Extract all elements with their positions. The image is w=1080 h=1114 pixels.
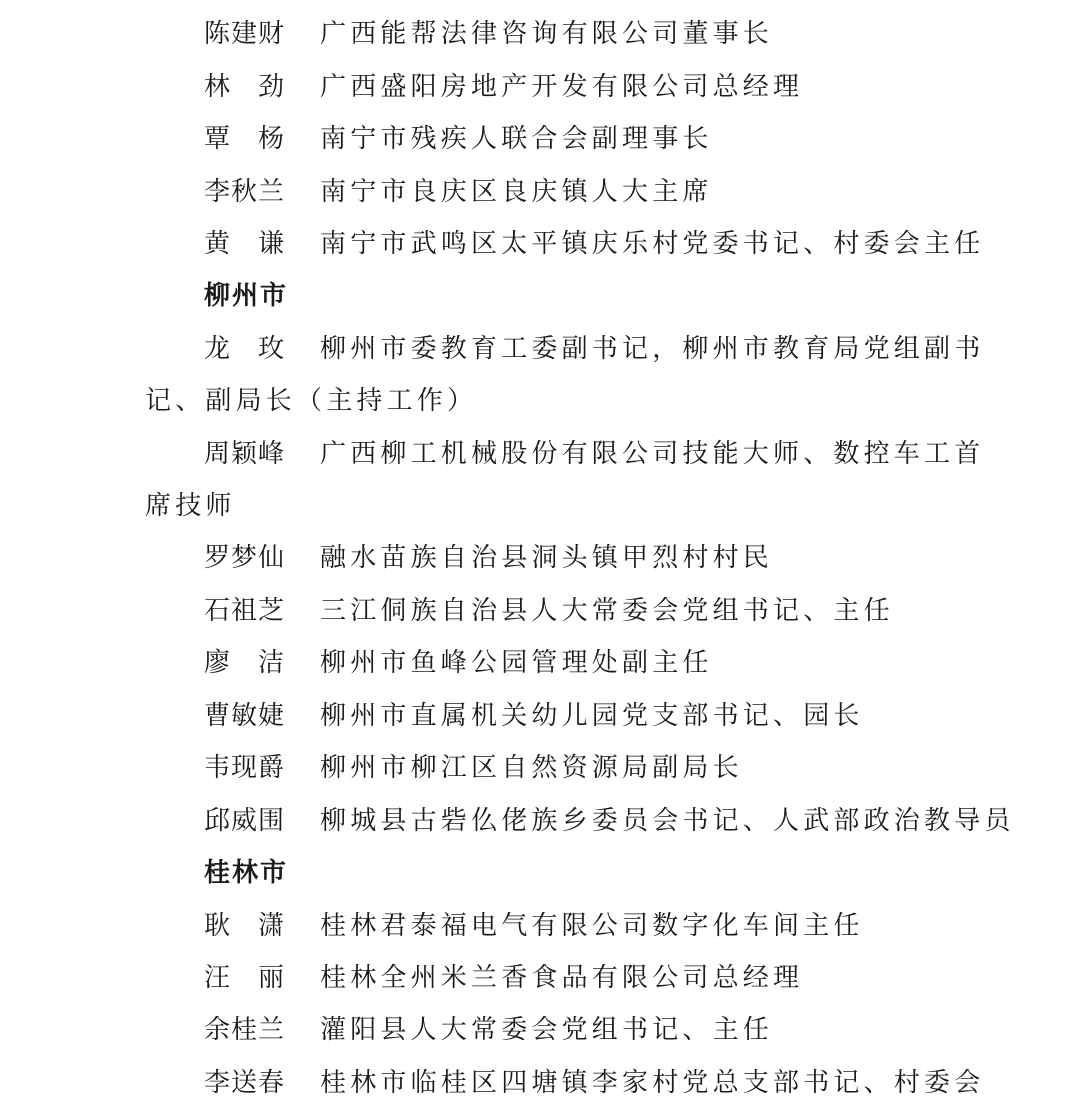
- person-title: 柳州市直属机关幼儿园党支部书记、园长: [320, 701, 864, 731]
- person-title-continued: 记、副局长（主持工作）: [145, 386, 478, 416]
- list-item: [0, 428, 1080, 480]
- person-name: 邱威围: [204, 806, 286, 836]
- section-heading: [0, 270, 1080, 322]
- person-title: 广西柳工机械股份有限公司技能大师、数控车工首: [320, 439, 985, 469]
- person-title: 柳州市鱼峰公园管理处副主任: [320, 648, 713, 678]
- person-name: 林 劲: [204, 72, 286, 102]
- person-name: 覃 杨: [204, 124, 286, 154]
- list-item: [0, 113, 1080, 165]
- list-item-continuation: [0, 480, 1080, 532]
- person-name: 耿 潇: [204, 911, 286, 941]
- person-name: 廖 洁: [204, 648, 286, 678]
- list-item: [0, 742, 1080, 794]
- person-title: 融水苗族自治县洞头镇甲烈村村民: [320, 543, 774, 573]
- person-title-continued: 席技师: [145, 491, 236, 521]
- person-title: 南宁市良庆区良庆镇人大主席: [320, 177, 713, 207]
- person-title: 桂林君泰福电气有限公司数字化车间主任: [320, 911, 864, 941]
- person-title: 柳州市柳江区自然资源局副局长: [320, 753, 743, 783]
- list-item: [0, 61, 1080, 113]
- person-name: 李秋兰: [204, 177, 286, 207]
- list-item: [0, 637, 1080, 689]
- list-item: [0, 218, 1080, 270]
- person-title: 广西能帮法律咨询有限公司董事长: [320, 19, 774, 49]
- list-item: [0, 585, 1080, 637]
- section-heading: [0, 847, 1080, 899]
- list-item: [0, 8, 1080, 60]
- person-name: 石祖芝: [204, 596, 286, 626]
- list-item: [0, 166, 1080, 218]
- person-name: 李送春: [204, 1068, 286, 1098]
- list-item: [0, 323, 1080, 375]
- list-item: [0, 900, 1080, 952]
- person-title: 灌阳县人大常委会党组书记、主任: [320, 1015, 774, 1045]
- city-heading: 桂林市: [204, 858, 289, 888]
- person-title: 广西盛阳房地产开发有限公司总经理: [320, 72, 804, 102]
- person-title: 三江侗族自治县人大常委会党组书记、主任: [320, 596, 894, 626]
- list-item: [0, 952, 1080, 1004]
- city-heading: 柳州市: [204, 281, 289, 311]
- list-item: [0, 532, 1080, 584]
- person-title: 南宁市武鸣区太平镇庆乐村党委书记、村委会主任: [320, 229, 985, 259]
- person-name: 龙 玫: [204, 334, 286, 364]
- list-item: [0, 690, 1080, 742]
- person-name: 周颖峰: [204, 439, 286, 469]
- person-title: 南宁市残疾人联合会副理事长: [320, 124, 713, 154]
- person-name: 韦现爵: [204, 753, 286, 783]
- list-item-continuation: [0, 375, 1080, 427]
- person-name: 余桂兰: [204, 1015, 286, 1045]
- person-title: 桂林全州米兰香食品有限公司总经理: [320, 963, 804, 993]
- person-title: 桂林市临桂区四塘镇李家村党总支部书记、村委会: [320, 1068, 985, 1098]
- person-name: 汪 丽: [204, 963, 286, 993]
- person-title: 柳州市委教育工委副书记，柳州市教育局党组副书: [320, 334, 985, 364]
- person-name: 罗梦仙: [204, 543, 286, 573]
- list-item: [0, 1004, 1080, 1056]
- person-name: 黄 谦: [204, 229, 286, 259]
- list-item: [0, 795, 1080, 847]
- person-name: 曹敏婕: [204, 701, 286, 731]
- list-item: [0, 1057, 1080, 1109]
- person-name: 陈建财: [204, 19, 286, 49]
- person-title: 柳城县古砦仫佬族乡委员会书记、人武部政治教导员: [320, 806, 1015, 836]
